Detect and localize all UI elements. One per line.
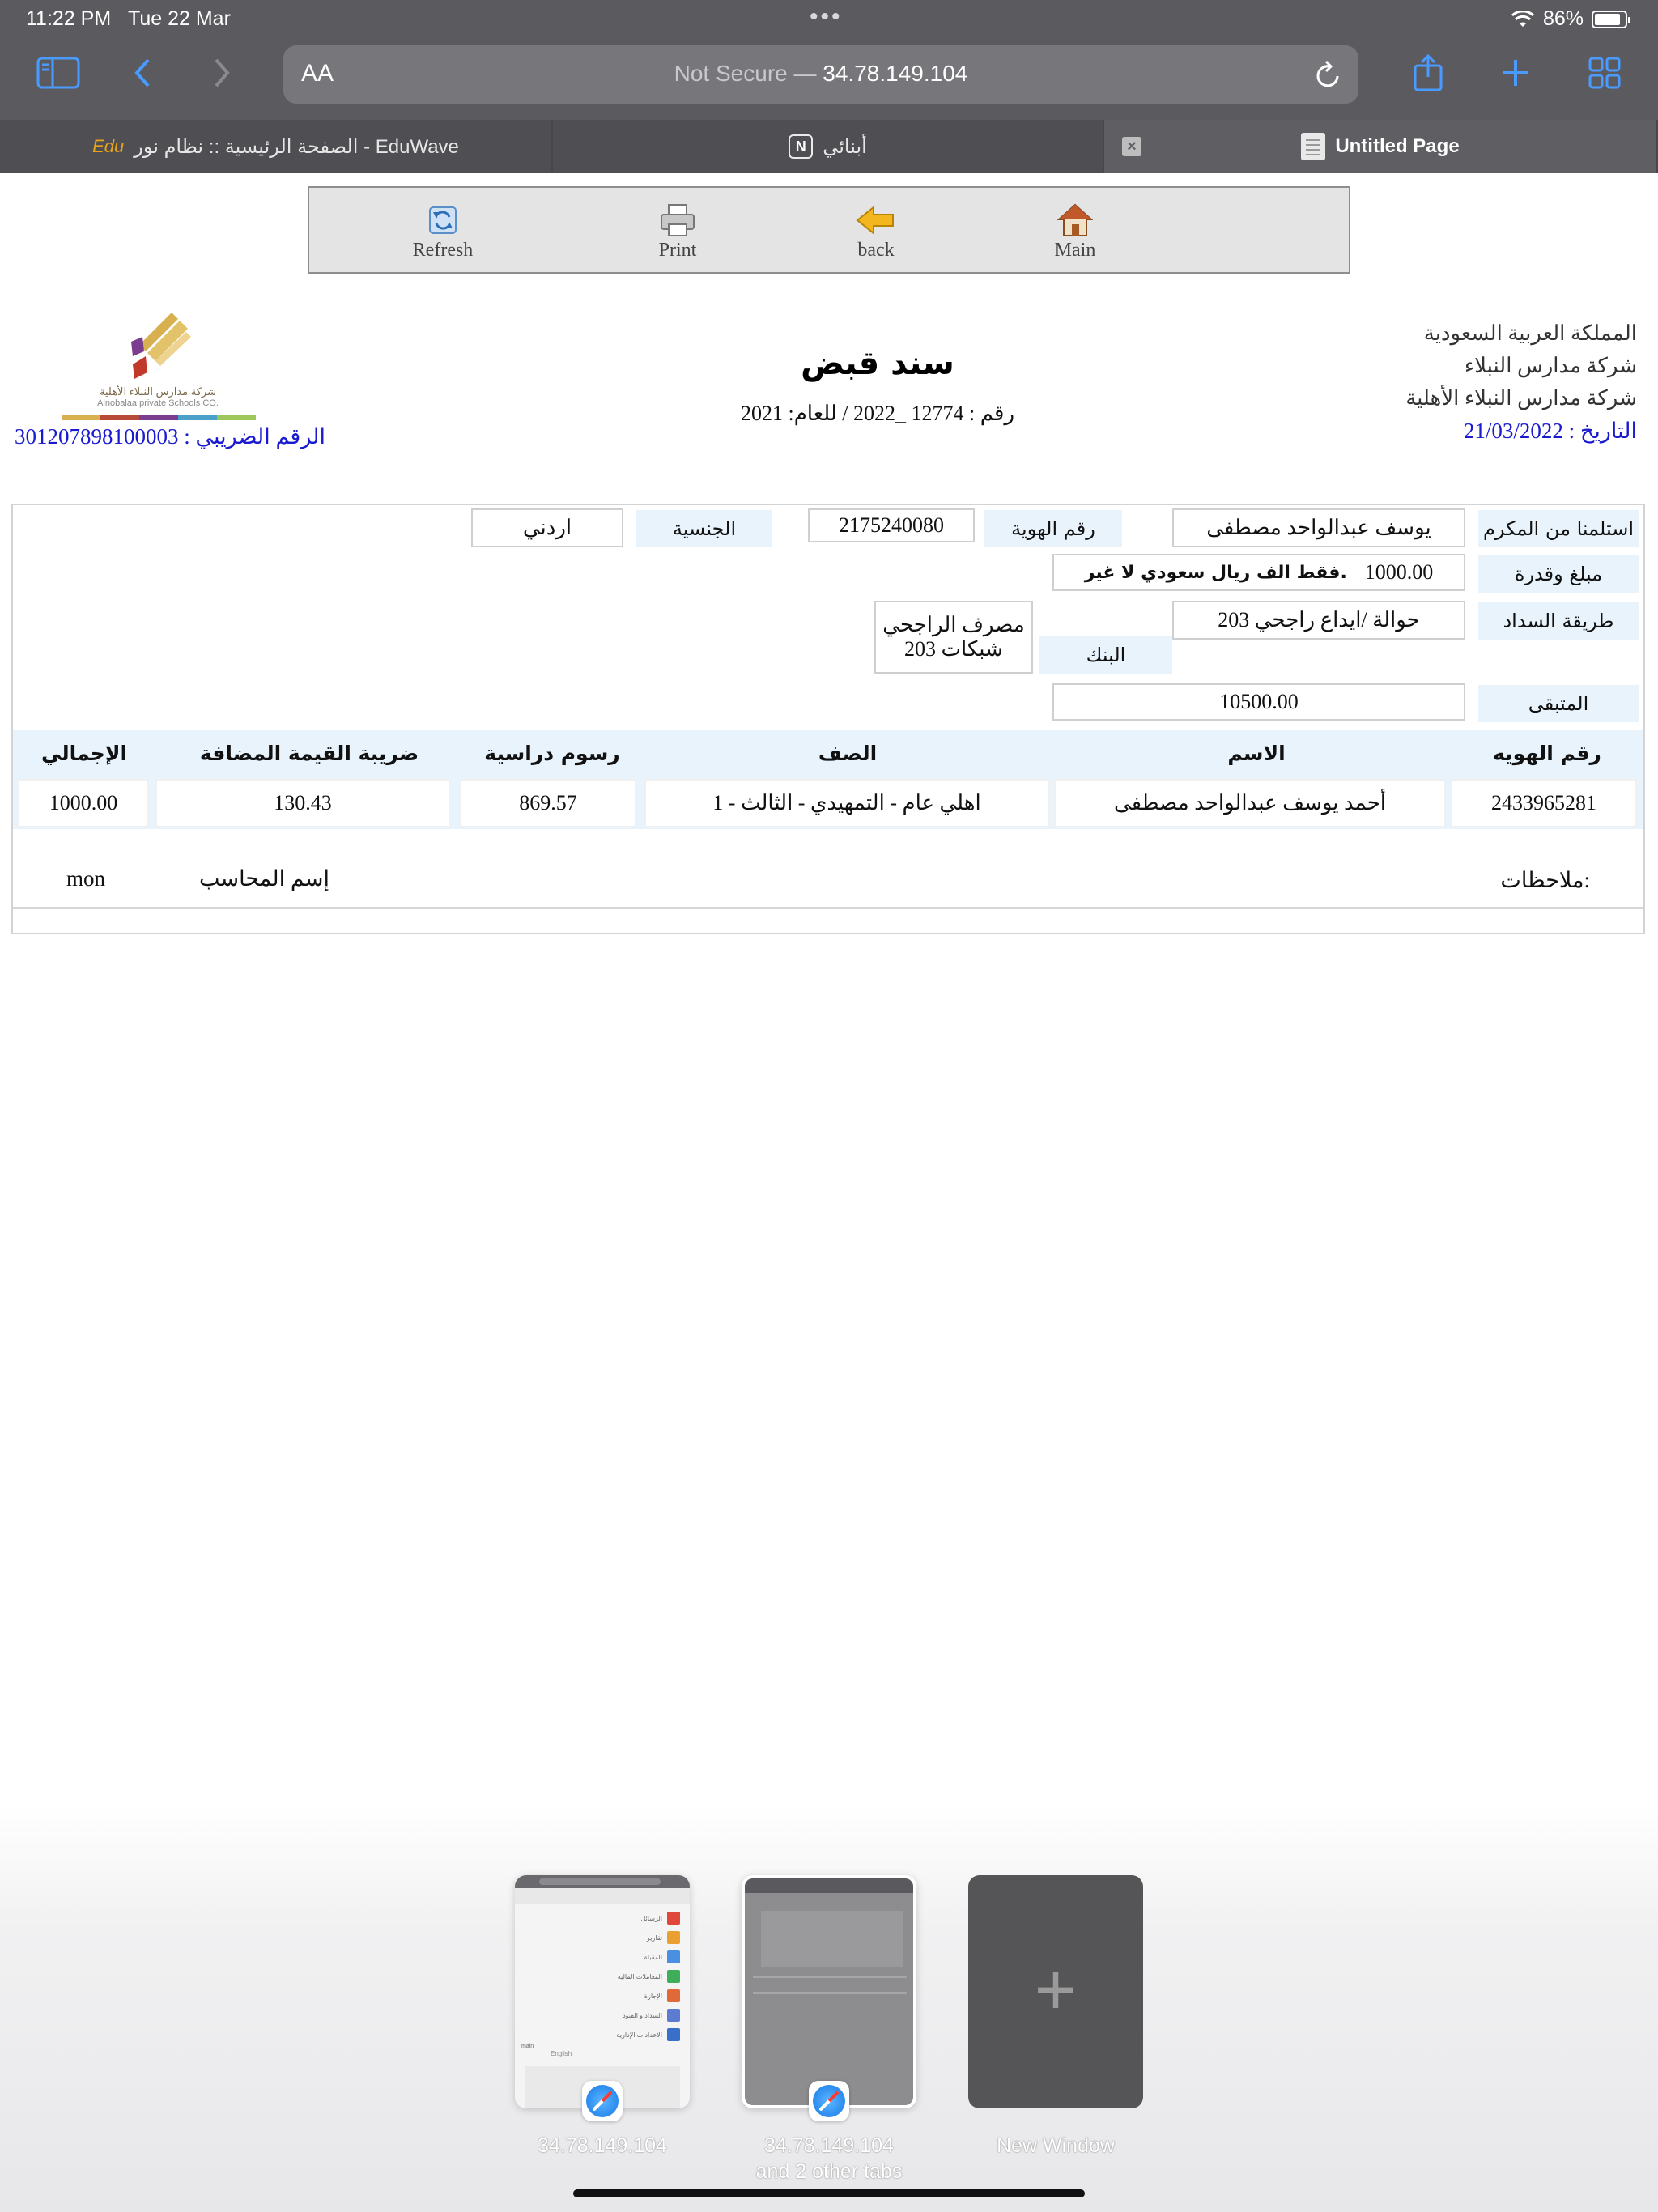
window-thumbnail-1[interactable]: الرسائل تقارير المقبلة المعاملات المالية الإجازة السداد و القيود الاعدادات الإدارية main English (515, 1875, 690, 2108)
reader-options-button[interactable]: AA (301, 60, 334, 87)
col-class: الصف (641, 730, 1054, 776)
col-vat: ضريبة القيمة المضافة (155, 730, 463, 776)
new-window-caption: New Window (997, 2134, 1115, 2157)
amount-number: 1000.00 (1364, 560, 1434, 584)
cell-id: 2433965281 (1451, 779, 1637, 827)
cell-name: أحمد يوسف عبدالواحد مصطفى (1054, 779, 1446, 827)
plus-icon: + (1034, 1950, 1078, 2031)
refresh-button[interactable]: Refresh (386, 202, 500, 262)
col-tuition: رسوم دراسية (463, 730, 641, 776)
back-button[interactable]: back (819, 202, 933, 262)
refresh-icon (427, 204, 459, 236)
col-name: الاسم (1054, 730, 1459, 776)
eduwave-icon: Edu (92, 136, 125, 156)
window-thumbnail-2[interactable] (742, 1875, 916, 2108)
remaining-value: 10500.00 (1052, 683, 1465, 721)
status-bar (0, 0, 1658, 39)
mini-lang: English (551, 2050, 572, 2057)
received-from-label: استلمنا من المكرم (1478, 510, 1639, 547)
accountant-value: mon (66, 866, 106, 891)
close-tab-icon[interactable]: × (1122, 137, 1141, 156)
browser-chrome (0, 0, 1658, 173)
payment-method-label: طريقة السداد (1478, 602, 1639, 640)
tab-overview-icon[interactable] (1580, 49, 1629, 97)
bank-account: شبكات 203 (904, 637, 1003, 661)
logo-caption-ar: شركة مدارس النبلاء الأهلية (100, 385, 216, 398)
accountant-label: إسم المحاسب (199, 866, 329, 891)
status-time: 11:22 PM Tue 22 Mar (26, 7, 231, 30)
receipt-number: رقم : 12774 _2022 / للعام: 2021 (740, 402, 1015, 425)
org-header (1405, 317, 1637, 447)
amount-value (1052, 554, 1465, 591)
reload-icon[interactable] (1313, 58, 1342, 95)
school-logo (57, 301, 259, 423)
tab-eduwave[interactable] (0, 120, 553, 173)
divider (13, 907, 1643, 909)
status-right (1511, 7, 1627, 31)
mini-menu-item: الإجازة (644, 1989, 680, 2003)
tab-untitled-page[interactable] (1104, 120, 1658, 173)
print-button[interactable]: Print (621, 202, 734, 262)
mini-menu-item: تقارير (647, 1930, 680, 1945)
cell-tuition: 869.57 (460, 779, 636, 827)
bank-value (874, 601, 1033, 674)
cell-vat: 130.43 (155, 779, 450, 827)
logo-caption-en: Alnobalaa private Schools CO. (97, 398, 219, 408)
safari-icon (809, 2081, 849, 2121)
battery-percent: 86% (1542, 7, 1584, 30)
multitasking-dots-icon[interactable]: ••• (810, 3, 843, 30)
receipt-form (11, 504, 1645, 934)
tab-label: Untitled Page (1335, 135, 1460, 157)
new-window-tile[interactable] (968, 1875, 1143, 2108)
sidebar-toggle-icon[interactable] (34, 49, 83, 97)
remaining-label: المتبقى (1478, 685, 1639, 722)
cell-class: اهلي عام - التمهيدي - الثالث - 1 (644, 779, 1049, 827)
company-full-name: شركة مدارس النبلاء الأهلية (1405, 386, 1637, 410)
window-2-caption: 34.78.149.104 and 2 other tabs (755, 2134, 903, 2183)
main-button[interactable]: Main (1018, 202, 1132, 262)
col-total: الإجمالي (13, 730, 155, 776)
cell-total: 1000.00 (18, 779, 149, 827)
col-id: رقم الهويه (1454, 730, 1640, 776)
tab-label: الصفحة الرئيسية :: نظام نور - EduWave (134, 135, 459, 158)
nationality-label: الجنسية (636, 510, 772, 547)
window-1-caption: 34.78.149.104 (538, 2134, 667, 2157)
tab-abnai[interactable] (553, 120, 1104, 173)
amount-label: مبلغ وقدرة (1478, 555, 1639, 593)
back-chevron-icon[interactable] (118, 49, 167, 97)
url-text[interactable]: Not Secure — 34.78.149.104 (674, 61, 968, 86)
tax-number: الرقم الضريبي : 301207898100003 (15, 424, 325, 449)
printer-icon (659, 203, 696, 237)
home-icon (1057, 203, 1093, 237)
notes-label: ملاحظات: (1500, 868, 1590, 892)
forward-chevron-icon[interactable] (198, 49, 246, 97)
battery-icon (1592, 11, 1627, 28)
page-icon (1301, 133, 1325, 160)
id-number-value: 2175240080 (808, 508, 975, 542)
safari-icon (582, 2081, 623, 2121)
nationality-value: اردني (471, 508, 623, 547)
mini-menu-item: المعاملات المالية (618, 1969, 680, 1984)
tab-bar (0, 120, 1658, 173)
payment-method-value: حوالة /ايداع راجحي 203 (1172, 601, 1465, 640)
amount-words: فقط الف ريال سعودي لا غير. (1084, 562, 1347, 583)
mini-menu-item: المقبلة (644, 1950, 680, 1964)
receipt-date: التاريخ : 21/03/2022 (1463, 419, 1637, 443)
bank-label: البنك (1039, 636, 1172, 674)
country-name: المملكة العربية السعودية (1423, 321, 1637, 345)
mini-menu-item: السداد و القيود (623, 2008, 680, 2023)
received-from-value: يوسف عبدالواحد مصطفى (1172, 508, 1465, 547)
notion-icon: N (789, 134, 813, 159)
new-tab-plus-icon[interactable] (1491, 49, 1540, 97)
company-short-name: شركة مدارس النبلاء (1464, 354, 1637, 377)
logo-color-bar (62, 415, 256, 420)
share-icon[interactable] (1404, 49, 1452, 97)
wifi-icon (1511, 11, 1535, 28)
address-bar[interactable] (283, 45, 1358, 104)
id-number-label: رقم الهوية (984, 510, 1122, 547)
page-title: سند قبض (801, 345, 954, 382)
tab-label: أبنائي (823, 135, 867, 158)
mini-menu-item: الاعدادات الإدارية (617, 2027, 680, 2042)
back-arrow-icon (856, 204, 896, 236)
mini-menu-item: الرسائل (641, 1911, 681, 1925)
home-indicator[interactable] (573, 2189, 1085, 2197)
bank-name: مصرف الراجحي (882, 613, 1025, 636)
